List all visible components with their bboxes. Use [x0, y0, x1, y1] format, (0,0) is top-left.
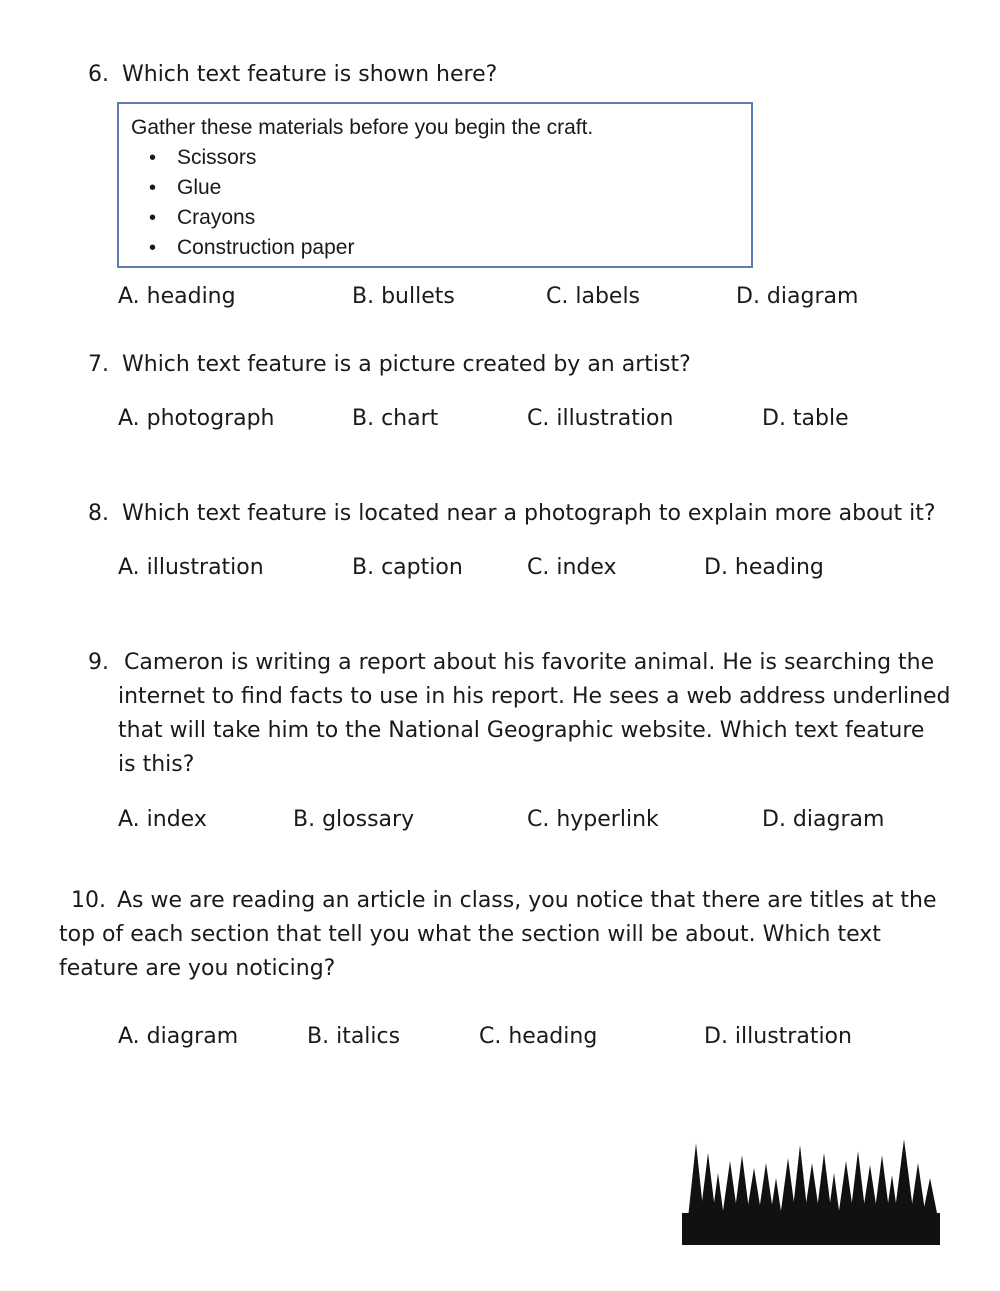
bullet-item: • Crayons: [177, 203, 354, 233]
pine-forest-silhouette-icon: [682, 1133, 940, 1245]
box-intro-text: Gather these materials before you begin the craft.: [131, 116, 594, 139]
question-text: Which text feature is a picture created by an artist?: [122, 352, 691, 377]
option-c[interactable]: C. labels: [546, 284, 641, 309]
option-b[interactable]: B. chart: [352, 406, 439, 431]
question-7: [88, 348, 691, 382]
question-number: 6.: [88, 62, 109, 87]
option-a[interactable]: A. photograph: [118, 406, 275, 431]
question-text-line: internet to find facts to use in his report. He sees a web address underlined: [118, 684, 951, 709]
option-b[interactable]: B. italics: [307, 1024, 401, 1049]
question-6: [88, 58, 497, 92]
bullet-item: • Scissors: [177, 143, 354, 173]
question-text-line: feature are you noticing?: [59, 956, 336, 981]
option-d[interactable]: D. table: [762, 406, 849, 431]
question-number: 8.: [88, 501, 109, 526]
option-b[interactable]: B. caption: [352, 555, 463, 580]
bullet-list: [131, 143, 354, 263]
bullet-list-example-box: [117, 102, 753, 268]
question-9-number: 9.: [88, 650, 109, 675]
option-a[interactable]: A. index: [118, 807, 207, 832]
option-d[interactable]: D. heading: [704, 555, 824, 580]
option-b[interactable]: B. glossary: [293, 807, 415, 832]
option-c[interactable]: C. index: [527, 555, 617, 580]
option-a[interactable]: A. heading: [118, 284, 236, 309]
bullet-item: • Glue: [177, 173, 354, 203]
question-text-line: is this?: [118, 752, 195, 777]
question-text-line: Cameron is writing a report about his favorite animal. He is searching the: [124, 650, 935, 675]
bullet-item: • Construction paper: [177, 233, 354, 263]
question-text-line: that will take him to the National Geographic website. Which text feature: [118, 718, 925, 743]
question-text-line: As we are reading an article in class, you notice that there are titles at the: [117, 888, 937, 913]
question-number: 7.: [88, 352, 109, 377]
question-text-line: top of each section that tell you what the section will be about. Which text: [59, 922, 881, 947]
option-c[interactable]: C. heading: [479, 1024, 598, 1049]
option-d[interactable]: D. illustration: [704, 1024, 852, 1049]
option-a[interactable]: A. diagram: [118, 1024, 239, 1049]
option-d[interactable]: D. diagram: [762, 807, 885, 832]
question-8: [88, 497, 936, 531]
question-text: Which text feature is located near a photograph to explain more about it?: [122, 501, 936, 526]
option-c[interactable]: C. illustration: [527, 406, 674, 431]
option-d[interactable]: D. diagram: [736, 284, 859, 309]
question-10-number: 10.: [71, 888, 106, 913]
option-c[interactable]: C. hyperlink: [527, 807, 659, 832]
option-a[interactable]: A. illustration: [118, 555, 264, 580]
question-text: Which text feature is shown here?: [122, 62, 498, 87]
option-b[interactable]: B. bullets: [352, 284, 455, 309]
